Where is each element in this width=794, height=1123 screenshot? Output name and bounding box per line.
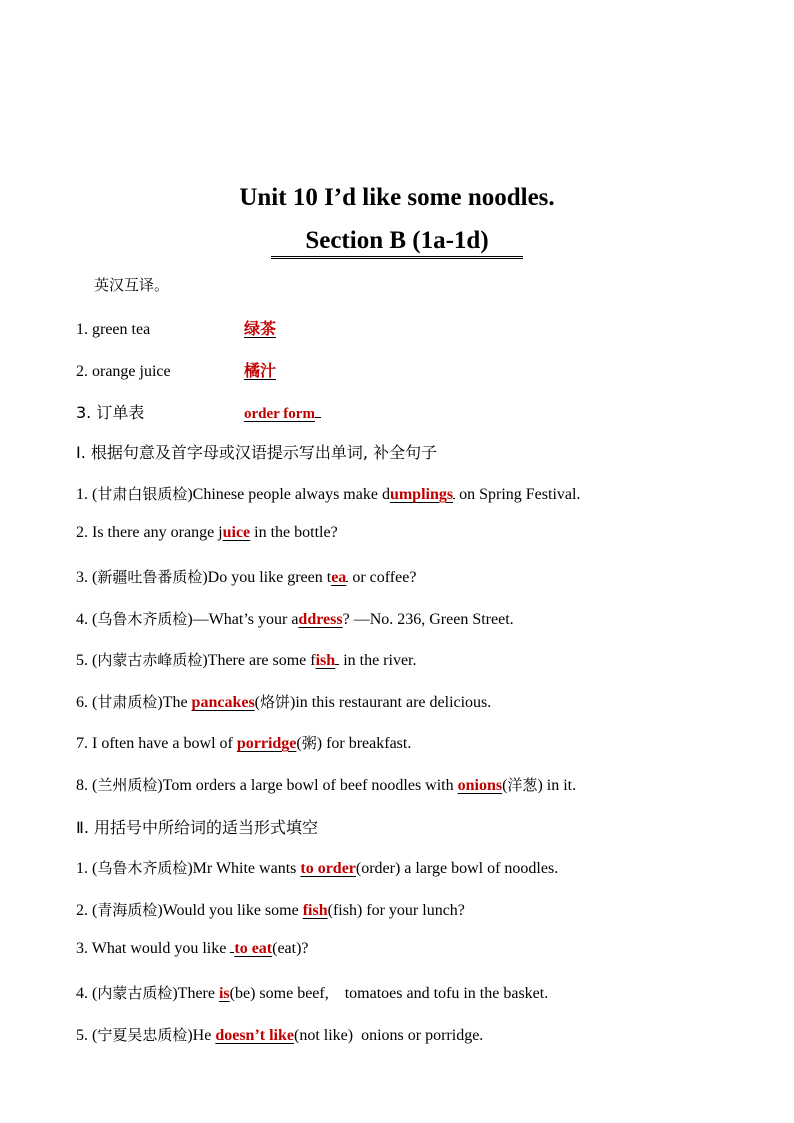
answer: ish [315, 652, 336, 669]
answer: order form [244, 406, 315, 422]
answer: uice [222, 524, 251, 541]
answer: to order [300, 860, 356, 877]
answer: porridge [236, 735, 297, 752]
section1-heading: Ⅰ. 根据句意及首字母或汉语提示写出单词, 补全句子 [76, 443, 438, 462]
section2-question-1: 1. (乌鲁木齐质检)Mr White wants to order(order) a large bowl of noodles. [76, 859, 559, 877]
answer: doesn’t like [215, 1027, 294, 1044]
section1-question-4: 4. (乌鲁木齐质检)—What’s your address? —No. 236, Green Street. [76, 610, 514, 628]
page-title: Unit 10 I’d like some noodles. [239, 184, 555, 211]
vocab-heading: 英汉互译。 [94, 276, 170, 294]
answer: to eat [234, 940, 273, 957]
page-subtitle: Section B (1a-1d) [0, 227, 794, 255]
answer: is [218, 985, 230, 1002]
section1-question-6: 6. (甘肃质检)The pancakes(烙饼)in this restaurant are delicious. [76, 693, 492, 711]
answer: pancakes [191, 694, 255, 711]
answer: fish [302, 902, 328, 919]
answer: ea [331, 569, 347, 586]
vocab-item-2: 2. orange juice 橘汁 [76, 361, 277, 380]
answer: ddress [298, 611, 343, 628]
section1-question-8: 8. (兰州质检)Tom orders a large bowl of beef noodles with onions(洋葱) in it. [76, 776, 577, 794]
section1-question-3: 3. (新疆吐鲁番质检)Do you like green tea or coffee? [76, 568, 417, 586]
section1-question-7: 7. I often have a bowl of porridge(粥) for breakfast. [76, 734, 412, 752]
section2-question-2: 2. (青海质检)Would you like some fish(fish) for your lunch? [76, 901, 465, 919]
section1-question-5: 5. (内蒙古赤峰质检)There are some fish in the river. [76, 651, 417, 669]
section2-question-5: 5. (宁夏吴忠质检)He doesn’t like(not like) onions or porridge. [76, 1026, 484, 1044]
answer: onions [457, 777, 503, 794]
vocab-item-1: 1. green tea 绿茶 [76, 319, 277, 338]
section2-question-4: 4. (内蒙古质检)There is(be) some beef, tomatoes and tofu in the basket. [76, 984, 549, 1002]
vocab-item-3: 3. 订单表 order form [76, 400, 321, 423]
section2-question-3: 3. What would you like to eat(eat)? [76, 940, 309, 957]
answer: 绿茶 [244, 319, 277, 338]
section1-question-2: 2. Is there any orange juice in the bottle? [76, 524, 338, 541]
section2-heading: Ⅱ. 用括号中所给词的适当形式填空 [76, 818, 319, 837]
section1-question-1: 1. (甘肃白银质检)Chinese people always make dumplings on Spring Festival. [76, 485, 581, 503]
answer: 橘汁 [244, 361, 277, 380]
answer: umplings [389, 486, 454, 503]
